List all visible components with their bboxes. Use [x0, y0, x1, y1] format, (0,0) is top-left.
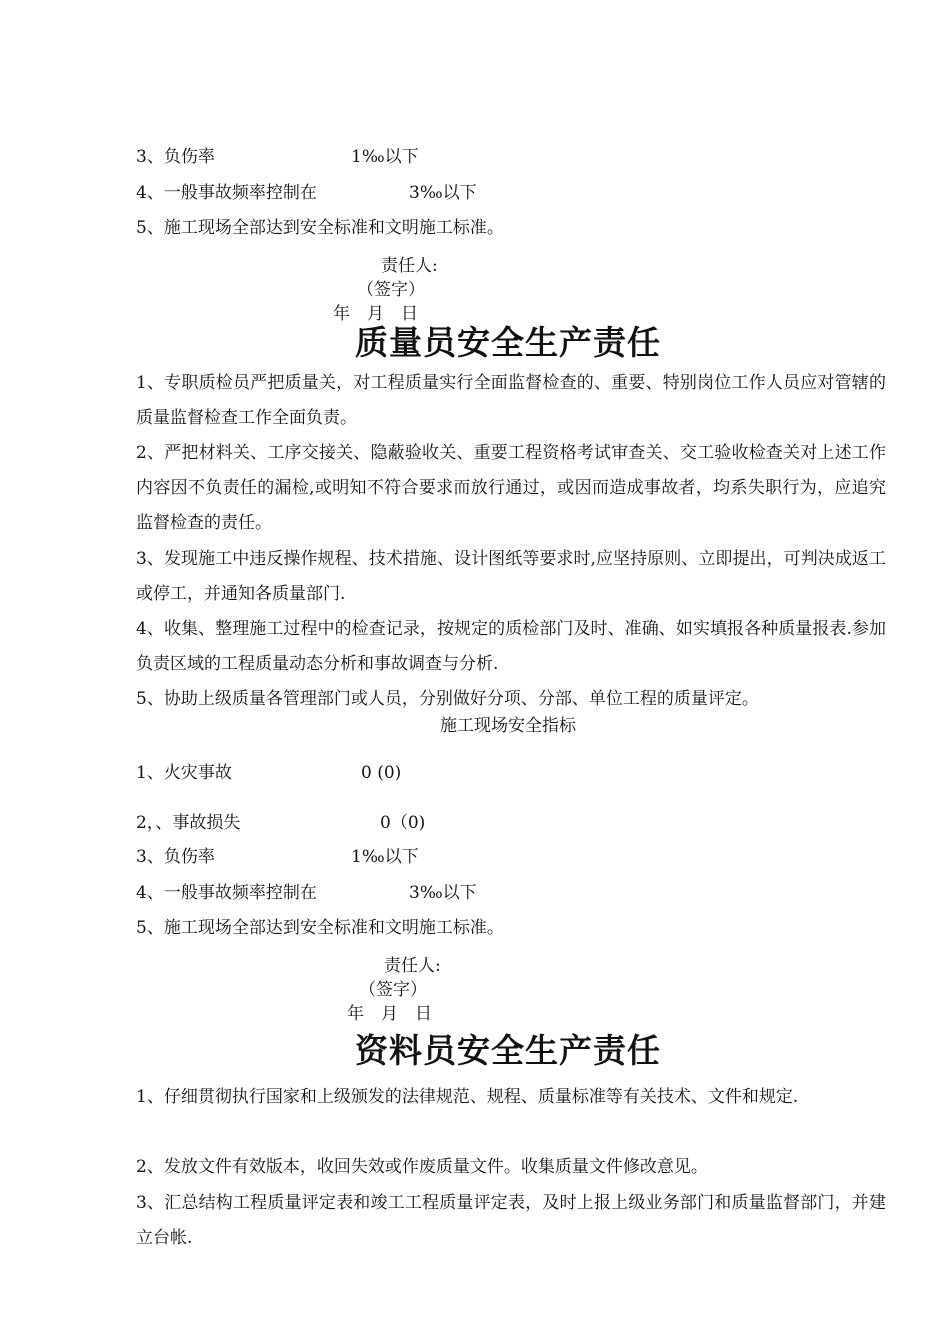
indicator-item: 5、施工现场全部达到安全标准和文明施工标准。 [136, 218, 504, 238]
paragraph: 3、发现施工中违反操作规程、技术措施、设计图纸等要求时,应坚持原则、立即提出，可判决成返工或停工，并通知各质量部门. [136, 549, 886, 604]
indicator-item: 5、施工现场全部达到安全标准和文明施工标准。 [136, 918, 504, 938]
indicator-value: 1‰以下 [351, 847, 419, 867]
signature-label: （签字） [357, 280, 425, 300]
signature-label: （签字） [359, 980, 427, 1000]
section-title-records: 资料员安全生产责任 [355, 1031, 661, 1070]
indicator-value: 3‰以下 [409, 883, 477, 903]
paragraph: 3、汇总结构工程质量评定表和竣工工程质量评定表，及时上报上级业务部门和质量监督部门，并建立台帐. [136, 1193, 886, 1248]
paragraph: 1、仔细贯彻执行国家和上级颁发的法律规范、规程、质量标准等有关技术、文件和规定. [136, 1087, 799, 1107]
indicator-value: 1‰以下 [351, 147, 419, 167]
date-label: 年 月 日 [347, 1004, 432, 1024]
paragraph: 2、严把材料关、工序交接关、隐蔽验收关、重要工程资格考试审查关、交工验收检查关对上述工作内容因不负责任的漏检,或明知不符合要求而放行通过，或因而造成事故者，均系失职行为，应追究监督检查的责任。 [136, 443, 886, 533]
responsible-label: 责任人: [384, 956, 441, 976]
indicator-value: 3‰以下 [409, 183, 477, 203]
indicator-item: 4、一般事故频率控制在 [136, 883, 317, 903]
indicator-item: 4、一般事故频率控制在 [136, 183, 317, 203]
indicator-value: 0（0) [380, 813, 426, 833]
paragraph: 1、专职质检员严把质量关，对工程质量实行全面监督检查的、重要、特别岗位工作人员应对管辖的质量监督检查工作全面负责。 [136, 373, 886, 428]
section-title-quality: 质量员安全生产责任 [355, 323, 661, 362]
indicator-item: 3、负伤率 [136, 847, 215, 867]
paragraph: 4、收集、整理施工过程中的检查记录，按规定的质检部门及时、准确、如实填报各种质量报表.参加负责区域的工程质量动态分析和事故调查与分析. [136, 619, 886, 674]
responsible-label: 责任人: [381, 256, 438, 276]
indicator-item: 2，、事故损失 [136, 813, 241, 833]
indicator-item: 3、负伤率 [136, 147, 215, 167]
indicator-value: 0 (0) [361, 763, 402, 783]
indicator-item: 1、火灾事故 [136, 763, 232, 783]
paragraph: 5、协助上级质量各管理部门或人员，分别做好分项、分部、单位工程的质量评定。 [136, 689, 759, 709]
indicators-title: 施工现场安全指标 [440, 716, 576, 736]
date-label: 年 月 日 [333, 304, 418, 324]
paragraph: 2、发放文件有效版本，收回失效或作废质量文件。收集质量文件修改意见。 [136, 1157, 708, 1177]
